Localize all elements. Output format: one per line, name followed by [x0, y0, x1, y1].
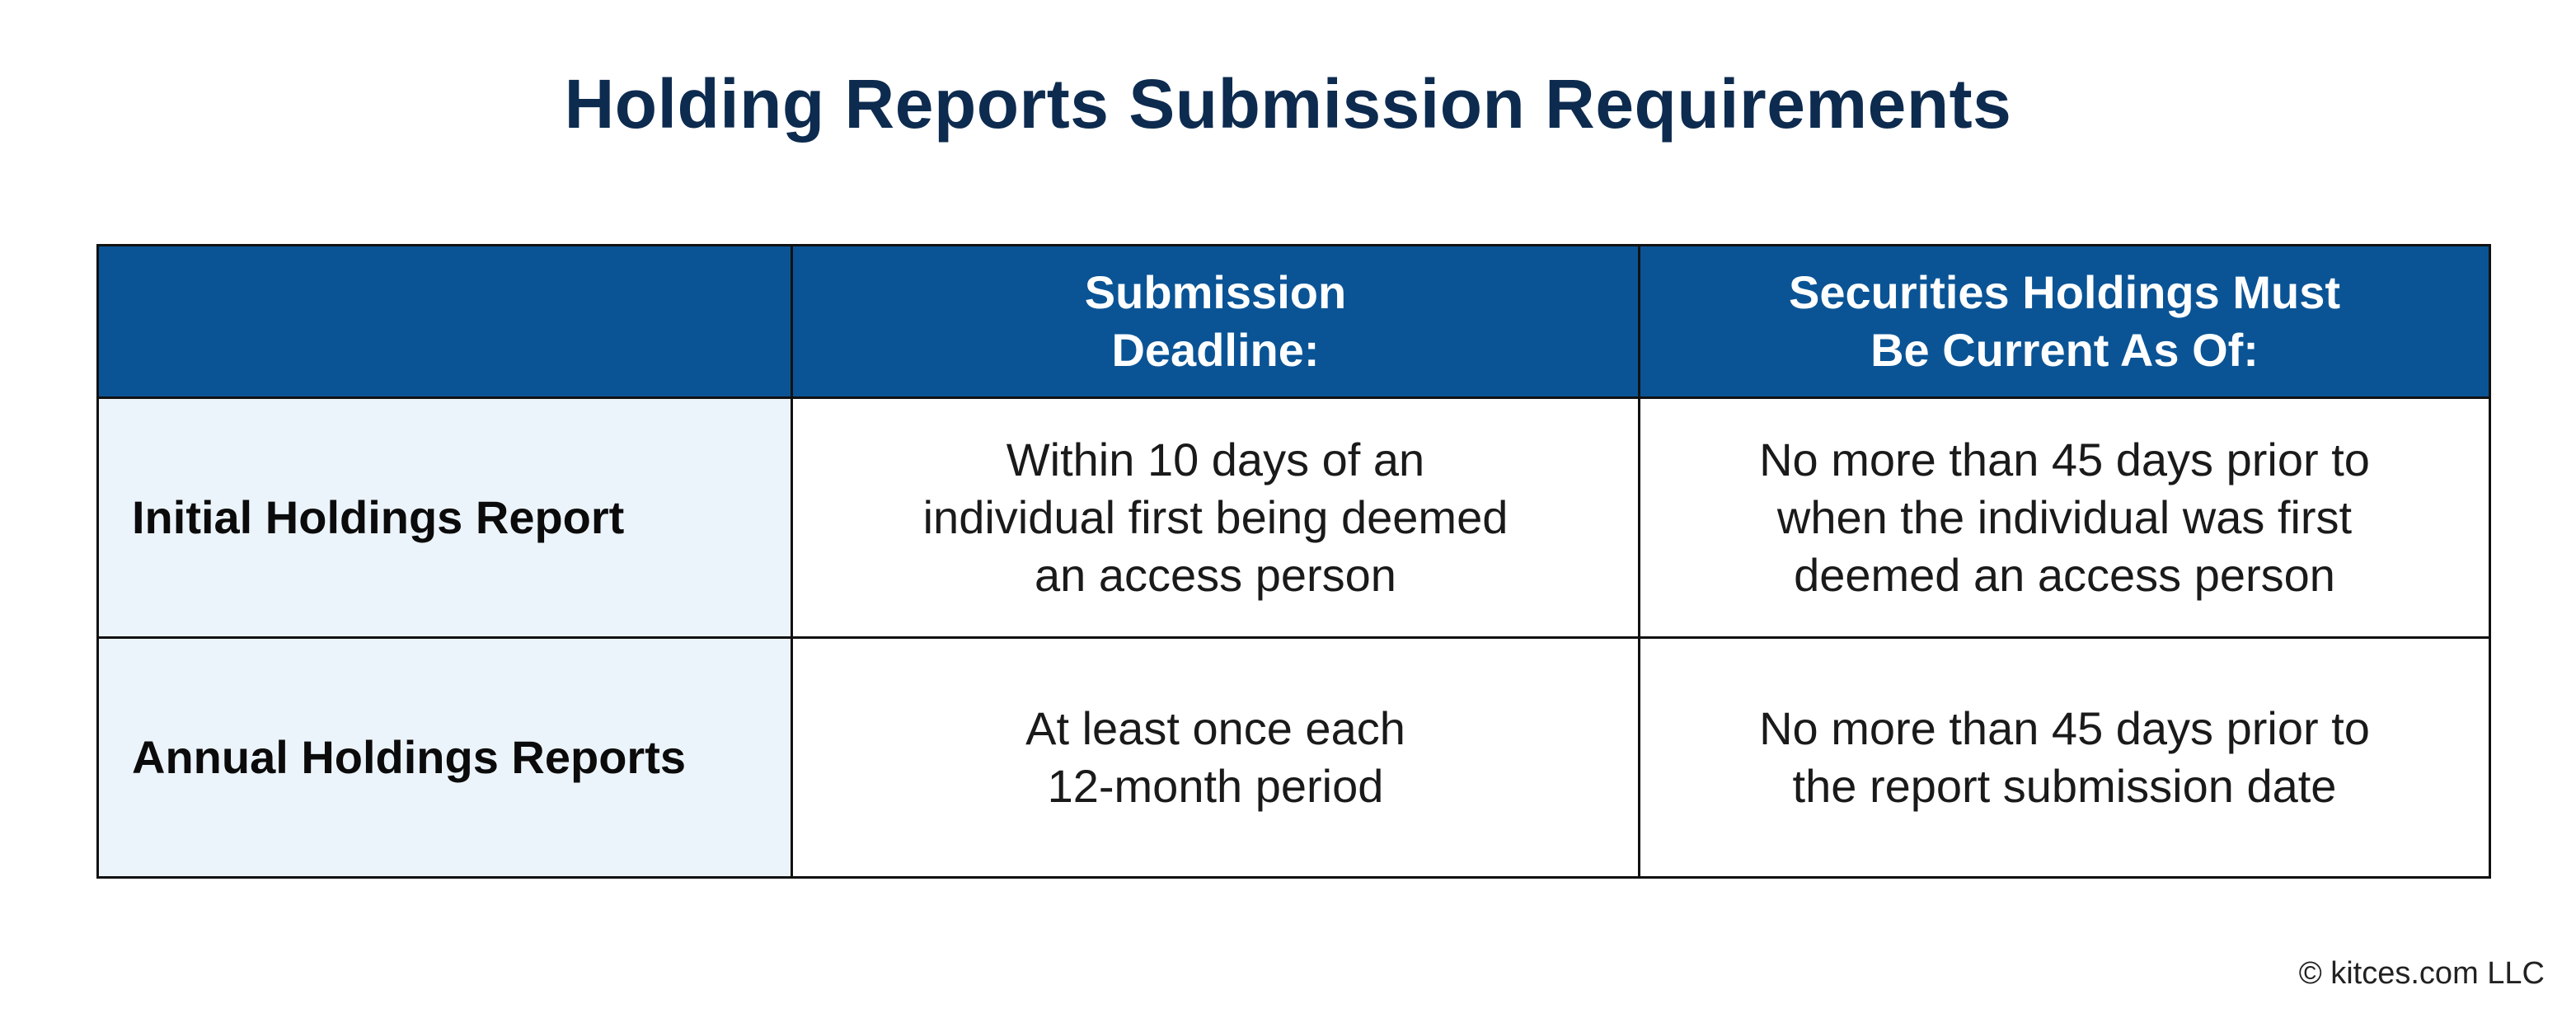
header-current-as-of: Securities Holdings Must Be Current As Of:	[1640, 246, 2490, 398]
requirements-table	[96, 244, 2491, 879]
cell-annual-deadline: At least once each 12-month period	[792, 638, 1640, 878]
row-label-annual: Annual Holdings Reports	[98, 638, 792, 878]
table-header-row	[98, 246, 2490, 398]
header-submission-deadline: Submission Deadline:	[792, 246, 1640, 398]
header-empty-cell	[98, 246, 792, 398]
table-row	[98, 398, 2490, 638]
table-row	[98, 638, 2490, 878]
page-title: Holding Reports Submission Requirements	[564, 65, 2012, 143]
cell-initial-deadline: Within 10 days of an individual first being deemed an access person	[792, 398, 1640, 638]
cell-annual-current-as-of: No more than 45 days prior to the report submission date	[1640, 638, 2490, 878]
row-label-initial: Initial Holdings Report	[98, 398, 792, 638]
copyright-notice: © kitces.com LLC	[2298, 956, 2545, 991]
cell-initial-current-as-of: No more than 45 days prior to when the individual was first deemed an access person	[1640, 398, 2490, 638]
